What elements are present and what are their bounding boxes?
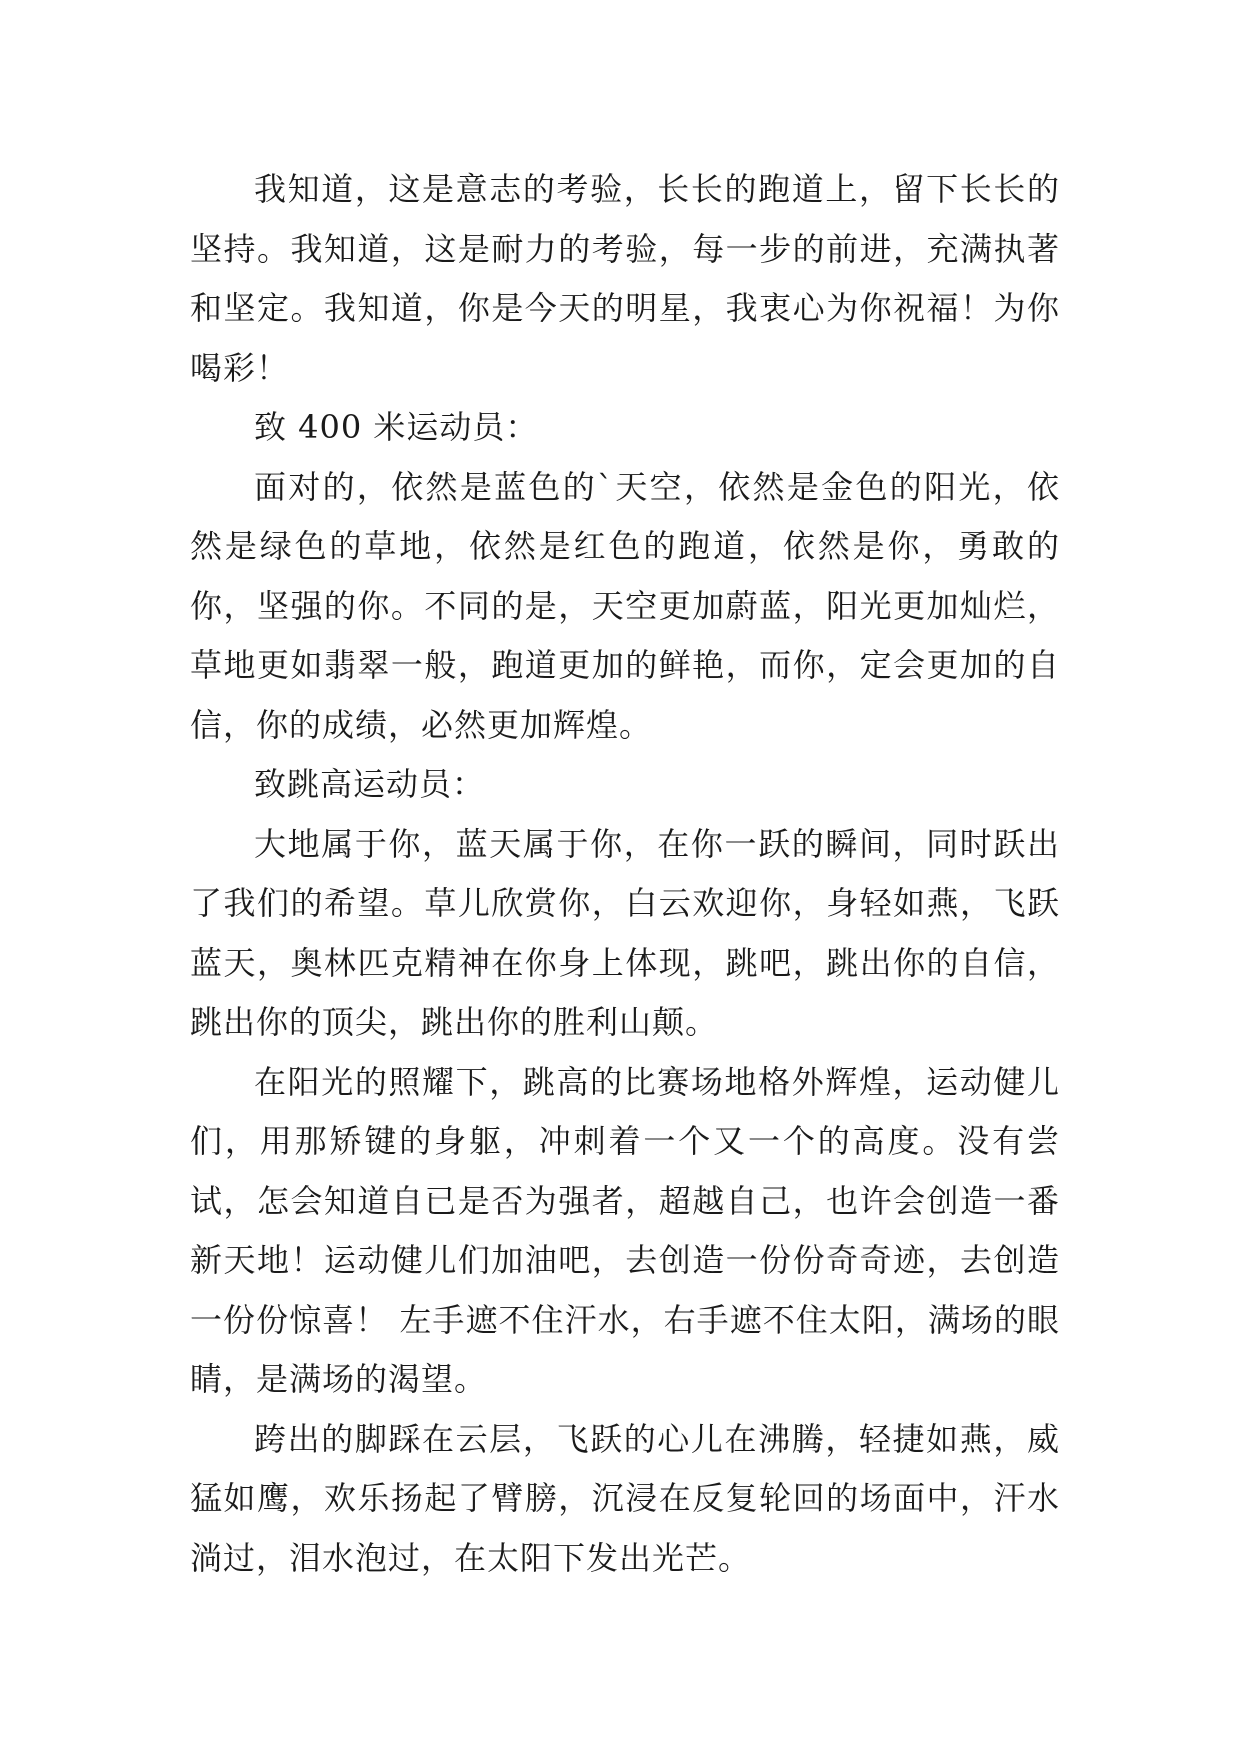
paragraph-400m: 面对的，依然是蓝色的`天空，依然是金色的阳光，依然是绿色的草地，依然是红色的跑道，依然是你，勇敢的你，坚强的你。不同的是，天空更加蔚蓝，阳光更加灿烂，草地更如翡翠一般，跑道更加的鲜艳，而你，定会更加的自信，你的成绩，必然更加辉煌。 xyxy=(190,467,1060,744)
heading-400m-athletes: 致 400 米运动员： xyxy=(254,408,539,446)
paragraph-finish-line: 我知道，这是意志的考验，长长的跑道上，留下长长的坚持。我知道，这是耐力的考验，每一步的前进，充满执著和坚定。我知道，你是今天的明星，我衷心为你祝福！为你喝彩！ xyxy=(190,170,1060,387)
heading-high-jump-athletes: 致跳高运动员： xyxy=(254,765,486,803)
paragraph-high-jump-1: 大地属于你，蓝天属于你，在你一跃的瞬间，同时跃出了我们的希望。草儿欣赏你，白云欢迎你，身轻如燕，飞跃蓝天，奥林匹克精神在你身上体现，跳吧，跳出你的自信，跳出你的顶尖，跳出你的胜利山颠。 xyxy=(190,824,1060,1041)
paragraph-high-jump-2: 在阳光的照耀下，跳高的比赛场地格外辉煌，运动健儿们，用那矫键的身躯，冲刺着一个又一个的高度。没有尝试，怎会知道自已是否为强者，超越自己，也许会创造一番新天地！运动健儿们加油吧，去创造一份份奇奇迹，去创造一份份惊喜！ 左手遮不住汗水，右手遮不住太阳，满场的眼睛，是满场的渴望。 xyxy=(190,1062,1060,1398)
paragraph-high-jump-3: 跨出的脚踩在云层，飞跃的心儿在沸腾，轻捷如燕，威猛如鹰，欢乐扬起了臂膀，沉浸在反复轮回的场面中，汗水淌过，泪水泡过，在太阳下发出光芒。 xyxy=(190,1419,1060,1577)
document-body xyxy=(190,160,1060,1588)
